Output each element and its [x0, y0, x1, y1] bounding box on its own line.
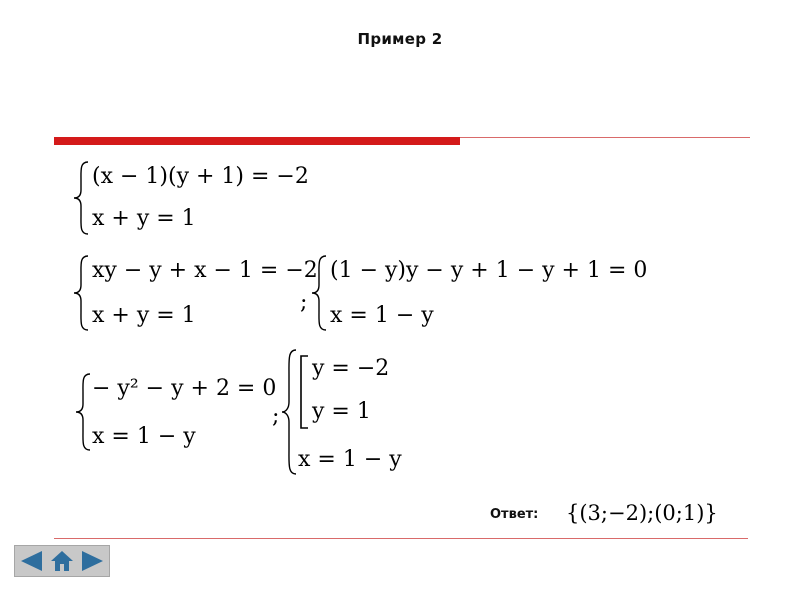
system5-option1: y = −2 — [312, 356, 390, 381]
separator-semicolon-2: ; — [272, 404, 280, 429]
accent-divider — [54, 137, 460, 145]
system1-equation2: x + y = 1 — [92, 206, 196, 231]
alternatives-bracket — [298, 354, 310, 430]
system3-equation2: x = 1 − y — [330, 303, 434, 328]
arrow-right-icon — [80, 549, 106, 573]
system1-brace — [72, 160, 90, 236]
arrow-left-icon — [18, 549, 44, 573]
system3-equation1: (1 − y)y − y + 1 − y + 1 = 0 — [330, 258, 648, 283]
system2-equation2: x + y = 1 — [92, 303, 196, 328]
home-icon — [49, 549, 75, 573]
system5-brace — [280, 348, 298, 476]
separator-semicolon-1: ; — [300, 290, 308, 315]
system3-brace — [310, 254, 328, 332]
system2-brace — [72, 254, 90, 332]
system1-equation1: (x − 1)(y + 1) = −2 — [92, 164, 309, 189]
system2-equation1: xy − y + x − 1 = −2 — [92, 258, 318, 283]
slide-title: Пример 2 — [357, 30, 443, 48]
system4-brace — [74, 372, 92, 452]
home-button[interactable] — [47, 547, 77, 575]
system4-equation1: − y² − y + 2 = 0 — [92, 376, 277, 401]
next-slide-button[interactable] — [78, 547, 108, 575]
thin-divider-bottom — [54, 538, 748, 539]
system4-equation2: x = 1 − y — [92, 424, 196, 449]
thin-divider-top — [460, 137, 750, 138]
answer-label: Ответ: — [490, 507, 539, 522]
answer-value: {(3;−2);(0;1)} — [566, 501, 718, 525]
prev-slide-button[interactable] — [16, 547, 46, 575]
system5-option2: y = 1 — [312, 399, 371, 424]
system5-equation2: x = 1 − y — [298, 447, 402, 472]
navigation-bar — [14, 545, 110, 577]
